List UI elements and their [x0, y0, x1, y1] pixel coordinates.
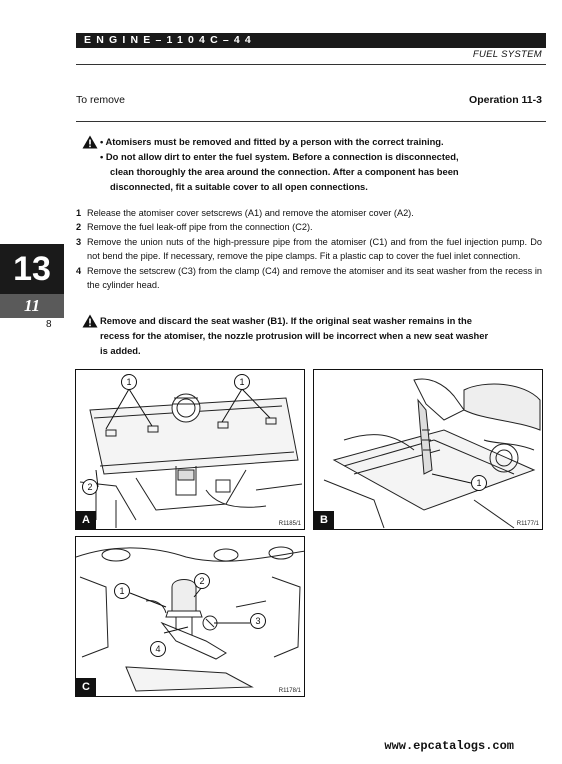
warning-line: disconnected, fit a suitable cover to all open connections. — [110, 181, 368, 192]
chapter-tab: 13 — [0, 244, 64, 294]
warning-line: recess for the atomiser, the nozzle protrusion will be incorrect when a new seat washer — [100, 330, 489, 341]
warning-icon — [82, 135, 98, 149]
figure-code: R1185/1 — [278, 521, 301, 527]
footer-url: www.epcatalogs.com — [384, 739, 514, 753]
manual-title: ENGINE–1104C–44 — [84, 34, 256, 46]
subheader-rule — [76, 121, 546, 122]
section-tab: 11 — [0, 294, 64, 318]
step-number: 1 — [76, 208, 82, 218]
callout-c2: 2 — [194, 573, 210, 589]
figure-letter: C — [76, 678, 96, 696]
figure-c — [75, 536, 305, 697]
step-item — [76, 235, 542, 264]
step-item — [76, 206, 542, 220]
warning-icon — [82, 314, 98, 328]
operation-number: Operation 11-3 — [469, 94, 542, 106]
callout-c4: 4 — [150, 641, 166, 657]
warning-line: clean thoroughly the area around the connection. After a component has been — [110, 166, 459, 177]
figure-b — [313, 369, 543, 530]
step-text: Remove the union nuts of the high-pressure pipe from the atomiser (C1) and from the fuel injection pump. Do not bend the pipe. If necessary, remove the pipe clamps. Fit a plastic cap to cover the fuel inlet connection. — [87, 236, 542, 262]
figure-code: R1178/1 — [278, 688, 301, 694]
warning-line: is added. — [100, 345, 141, 356]
procedure-title: To remove — [76, 94, 126, 106]
figure-c-illustration — [76, 537, 305, 697]
header-rule — [76, 64, 546, 65]
callout-b1: 1 — [471, 475, 487, 491]
callout-c1: 1 — [114, 583, 130, 599]
figure-letter: B — [314, 511, 334, 529]
page-number: 8 — [46, 319, 52, 330]
figure-b-illustration — [314, 370, 543, 530]
figure-a — [75, 369, 305, 530]
step-item — [76, 264, 542, 293]
figure-letter: A — [76, 511, 96, 529]
section-name: FUEL SYSTEM — [472, 49, 542, 60]
callout-c3: 3 — [250, 613, 266, 629]
step-item — [76, 220, 542, 234]
callout-a1: 1 — [121, 374, 137, 390]
step-text: Remove the fuel leak-off pipe from the connection (C2). — [87, 222, 313, 233]
warning-line: • Do not allow dirt to enter the fuel system. Before a connection is disconnected, — [100, 151, 459, 162]
warning-block-top — [100, 134, 542, 194]
figure-code: R1177/1 — [516, 521, 539, 527]
callout-a1: 1 — [234, 374, 250, 390]
header-bar — [76, 33, 546, 48]
step-text: Remove the setscrew (C3) from the clamp (C4) and remove the atomiser and its seat washer from the recess in the cylinder head. — [87, 265, 542, 291]
step-number: 3 — [76, 236, 82, 247]
step-text: Release the atomiser cover setscrews (A1) and remove the atomiser cover (A2). — [87, 208, 414, 218]
warning-line: Remove and discard the seat washer (B1). If the original seat washer remains in the — [100, 315, 472, 326]
warning-line: • Atomisers must be removed and fitted by a person with the correct training. — [100, 136, 444, 147]
warning-block-bottom — [100, 313, 542, 358]
step-number: 4 — [76, 265, 82, 276]
callout-a2: 2 — [82, 479, 98, 495]
procedure-steps — [76, 206, 542, 292]
figure-a-illustration — [76, 370, 305, 530]
step-number: 2 — [76, 222, 82, 233]
